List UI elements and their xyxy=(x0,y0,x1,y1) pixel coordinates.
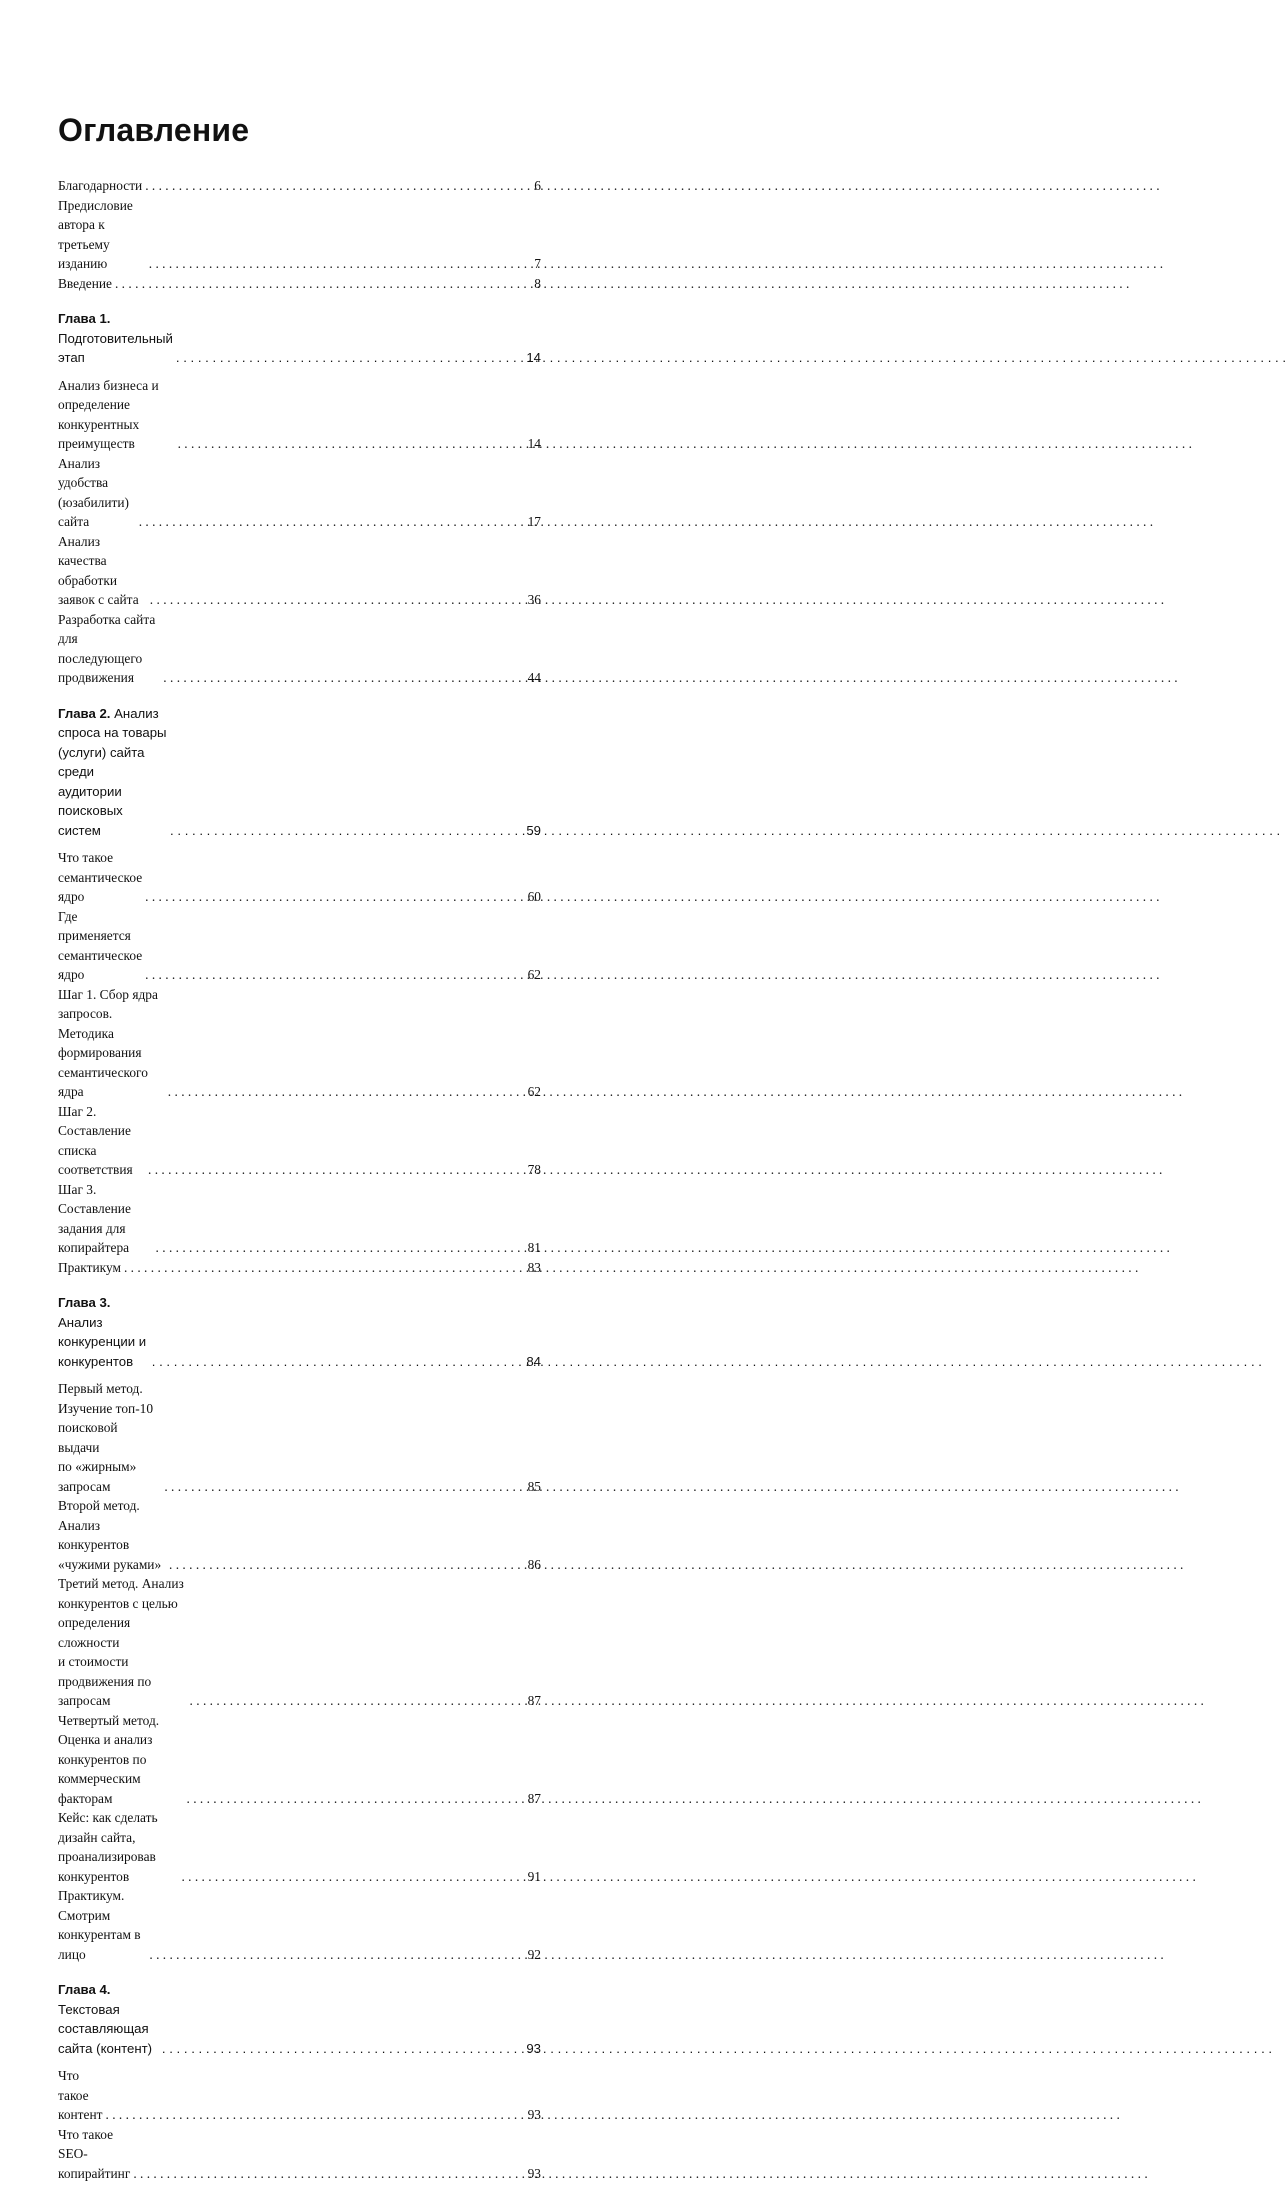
chapter-group xyxy=(58,309,541,688)
toc-entry[interactable] xyxy=(58,2125,541,2184)
entry-label: Третий метод. Анализ конкурентов с целью определения сложности и стоимости продвижения по запросам xyxy=(58,1576,184,1708)
chapter-name: Подготовительный этап xyxy=(58,330,173,365)
dot-leader xyxy=(164,1477,524,1497)
dot-leader xyxy=(181,1867,524,1887)
chapter-group xyxy=(58,1293,541,1964)
page-number: 62 xyxy=(527,1084,541,1099)
toc-entry[interactable] xyxy=(58,1711,541,1809)
dot-leader xyxy=(133,2164,524,2184)
page-number: 86 xyxy=(527,1556,541,1572)
page-number: 36 xyxy=(527,592,541,607)
entry-label: Анализ бизнеса и определение конкурентных преимуществ xyxy=(58,377,159,451)
toc-entry[interactable] xyxy=(58,1808,541,1886)
entry-label: Шаг 1. Сбор ядра запросов. Методика формирования семантического ядра xyxy=(58,986,158,1099)
chapter-heading[interactable] xyxy=(58,309,541,368)
dot-leader xyxy=(150,590,525,610)
page-number: 83 xyxy=(527,1259,541,1275)
chapter-heading[interactable] xyxy=(58,1980,541,2058)
page-number: 14 xyxy=(526,350,541,365)
entry-label: Что такое контент xyxy=(58,2068,103,2122)
entry-label: Разработка сайта для последующего продвижения xyxy=(58,611,156,685)
toc-entry[interactable] xyxy=(58,1379,541,1496)
dot-leader xyxy=(115,274,531,294)
toc-entry[interactable] xyxy=(58,610,541,688)
page-number: 92 xyxy=(527,1946,541,1962)
toc-entry[interactable] xyxy=(58,907,541,985)
chapter-title xyxy=(58,704,167,841)
page-number: 93 xyxy=(527,2107,541,2122)
entry-label: Кейс: как сделать дизайн сайта, проанализировав конкурентов xyxy=(58,1810,158,1884)
entry-label: Введение xyxy=(58,275,112,291)
dot-leader xyxy=(190,1691,525,1711)
page-number: 44 xyxy=(527,670,541,685)
chapters-list xyxy=(58,309,541,2183)
toc-entry[interactable] xyxy=(58,2066,541,2125)
page-number: 17 xyxy=(527,514,541,529)
page-number: 62 xyxy=(527,967,541,982)
dot-leader xyxy=(162,2039,523,2059)
dot-leader xyxy=(163,668,524,688)
dot-leader xyxy=(139,512,525,532)
chapter-group xyxy=(58,704,541,1278)
entry-label: Анализ удобства (юзабилити) сайта xyxy=(58,455,130,529)
page-number: 8 xyxy=(534,275,541,291)
dot-leader xyxy=(145,176,531,196)
toc-entry[interactable] xyxy=(58,1886,541,1964)
toc-entry[interactable] xyxy=(58,1102,541,1180)
page-number: 87 xyxy=(527,1790,541,1806)
dot-leader xyxy=(168,1082,525,1102)
page-number: 14 xyxy=(527,436,541,451)
dot-leader xyxy=(106,2105,525,2125)
toc-entry[interactable] xyxy=(58,196,541,274)
page-number: 60 xyxy=(527,889,541,904)
toc-entry[interactable] xyxy=(58,376,541,454)
chapter-group xyxy=(58,1980,541,2183)
toc-entry[interactable] xyxy=(58,176,541,196)
page-title: Оглавление xyxy=(58,112,250,148)
entry-label: Практикум xyxy=(58,1259,121,1275)
dot-leader xyxy=(145,965,524,985)
entry-label: Что такое семантическое ядро xyxy=(58,850,143,904)
chapter-number: Глава 4. xyxy=(58,1982,111,1997)
dot-leader xyxy=(169,1555,525,1575)
entry-label: Практикум. Смотрим конкурентам в лицо xyxy=(58,1888,141,1962)
dot-leader xyxy=(149,254,532,274)
toc-entry[interactable] xyxy=(58,848,541,907)
page-number: 84 xyxy=(526,1353,541,1369)
entry-label: Предисловие автора к третьему изданию xyxy=(58,197,133,271)
chapter-number: Глава 3. xyxy=(58,1295,111,1310)
page-number: 85 xyxy=(527,1478,541,1494)
entry-label: Шаг 3. Составление задания для копирайтера xyxy=(58,1181,131,1255)
entry-label: Первый метод. Изучение топ-10 поисковой выдачи по «жирным» запросам xyxy=(58,1381,154,1494)
chapter-number: Глава 2. xyxy=(58,705,111,721)
chapter-name: Анализ спроса на товары (услуги) сайта среди аудитории поисковых систем xyxy=(58,705,167,838)
toc-entry[interactable] xyxy=(58,1258,541,1278)
dot-leader xyxy=(187,1789,525,1809)
page-number: 78 xyxy=(527,1162,541,1177)
dot-leader xyxy=(156,1238,525,1258)
toc-entry[interactable] xyxy=(58,1496,541,1574)
chapter-title xyxy=(58,1293,149,1371)
dot-leader xyxy=(178,434,525,454)
dot-leader xyxy=(176,348,523,368)
chapter-title xyxy=(58,1980,159,2058)
page-number: 87 xyxy=(527,1693,541,1708)
toc-entry[interactable] xyxy=(58,985,541,1102)
entry-label: Где применяется семантическое ядро xyxy=(58,908,143,982)
page-number: 93 xyxy=(527,2165,541,2181)
dot-leader xyxy=(152,1352,524,1372)
front-matter xyxy=(58,176,541,293)
entry-label: Анализ качества обработки заявок с сайта xyxy=(58,533,139,607)
page-number: 7 xyxy=(534,256,541,271)
chapter-heading[interactable] xyxy=(58,704,541,841)
chapter-name: Анализ конкуренции и конкурентов xyxy=(58,1314,147,1369)
page-number: 91 xyxy=(527,1868,541,1884)
entry-label: Благодарности xyxy=(58,178,143,193)
dot-leader xyxy=(145,887,524,907)
entry-label: Что такое SEO-копирайтинг xyxy=(58,2126,131,2181)
page-number: 93 xyxy=(526,2040,541,2056)
page-number: 59 xyxy=(526,822,541,838)
dot-leader xyxy=(149,1945,524,1965)
page-number: 6 xyxy=(534,178,541,193)
chapter-heading[interactable] xyxy=(58,1293,541,1371)
dot-leader xyxy=(148,1160,525,1180)
chapter-title xyxy=(58,309,173,368)
dot-leader xyxy=(124,1258,525,1278)
dot-leader xyxy=(170,821,523,841)
chapter-name: Текстовая составляющая сайта (контент) xyxy=(58,2001,153,2056)
page-number: 81 xyxy=(527,1240,541,1255)
toc-entry[interactable] xyxy=(58,532,541,610)
toc-entry[interactable] xyxy=(58,274,541,294)
entry-label: Шаг 2. Составление списка соответствия xyxy=(58,1103,133,1177)
toc-entry[interactable] xyxy=(58,454,541,532)
table-of-contents xyxy=(58,176,541,2199)
toc-entry[interactable] xyxy=(58,1574,541,1711)
entry-label: Второй метод. Анализ конкурентов «чужими руками» xyxy=(58,1498,162,1572)
chapter-number: Глава 1. xyxy=(58,311,111,326)
toc-entry[interactable] xyxy=(58,1180,541,1258)
entry-label: Четвертый метод. Оценка и анализ конкурентов по коммерческим факторам xyxy=(58,1712,160,1806)
